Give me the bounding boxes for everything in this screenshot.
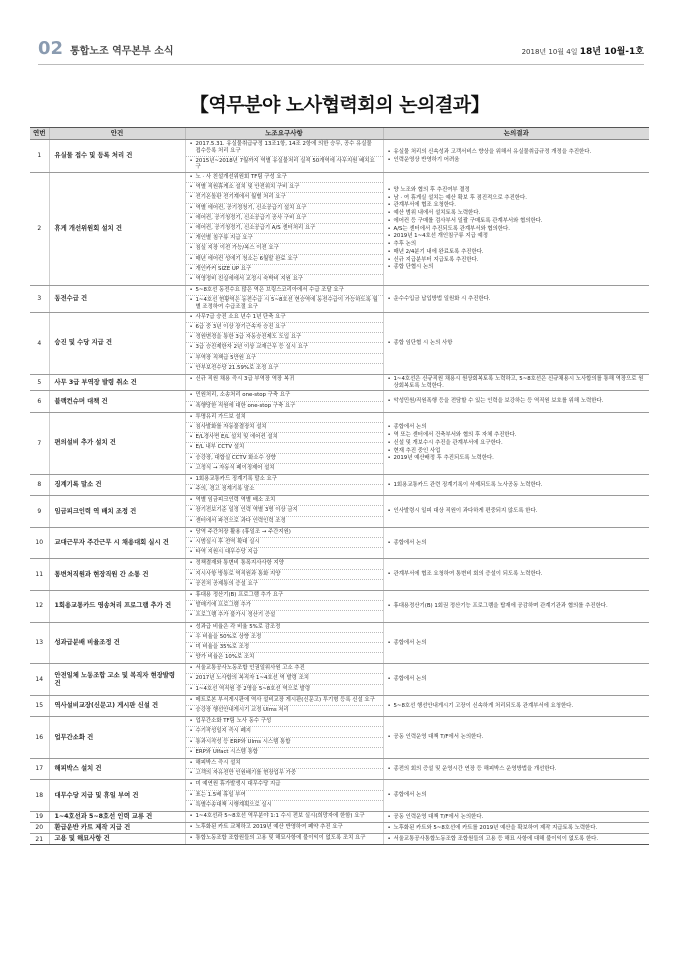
row-number: 20 xyxy=(30,823,49,834)
agenda-cell: 1회용교통카드 영송처리 프로그램 추가 건 xyxy=(49,590,185,622)
result-item: • 공동 인력운영 대책 T/F에서 논의한다. xyxy=(388,814,647,821)
demands-cell xyxy=(185,312,383,374)
demand-item: • 3급 승진제한자 2년 이상 교재근무 등 실시 요구 xyxy=(186,343,383,353)
demand-item: • 폭행당한 직원에 대한 one-stop 구축 요구 xyxy=(186,402,383,412)
result-item: • 공동 인력운영 대책 T/F에서 논의한다. xyxy=(388,734,647,741)
results-table xyxy=(30,127,649,845)
demand-item: • 역영정비 친실에에서 교정시 숙박비 지원 요구 xyxy=(186,275,383,285)
result-cell xyxy=(383,312,649,374)
result-item: • 1회용교통카드 관련 징계기록이 삭제되도록 노사공동 노력한다. xyxy=(388,482,647,489)
col-header-demands: 노조요구사항 xyxy=(185,128,383,140)
table-row xyxy=(30,140,649,173)
table-row xyxy=(30,527,649,559)
table-row xyxy=(30,286,649,313)
result-cell xyxy=(383,834,649,845)
result-cell xyxy=(383,391,649,412)
result-item: • 역 또는 센터에서 건축부서와 협의 후 자체 추진한다. xyxy=(388,432,647,439)
demand-item: • 2017년 노사합의 복직자 1~4호선 역 발령 조치 xyxy=(186,674,383,684)
row-number: 13 xyxy=(30,622,49,664)
demand-item: • 2017.5.31. 유실물취급규정 13조1항, 14조 2항에 의한 승무, 공수 유실물 접수등록 처리 요구 xyxy=(186,140,383,157)
demand-item: • 개인카커 SIZE UP 요구 xyxy=(186,265,383,275)
demand-item: • 장기전보기준 일정 인력 역별 3명 이상 금지 xyxy=(186,506,383,516)
agenda-cell: 성과급분배 비율조정 건 xyxy=(49,622,185,664)
result-item: • 예산 범위 내에서 설치토록 노력한다. xyxy=(388,210,647,217)
demands-cell xyxy=(185,811,383,822)
result-cell xyxy=(383,622,649,664)
result-cell xyxy=(383,173,649,286)
result-item: • 유실물 처리의 신속성과 고객서비스 향상을 위해서 유실물취급규정 개정을 추진한다. xyxy=(388,149,647,156)
result-item: • 관계부서에 협조 요청하여 통변비 회의 증설이 되도록 노력한다. xyxy=(388,571,647,578)
demands-cell xyxy=(185,695,383,716)
demand-item: • 정책결재와 통변비 통폭지사사항 지양 xyxy=(186,559,383,569)
row-number: 8 xyxy=(30,474,49,495)
demands-cell xyxy=(185,374,383,391)
demand-item: • 수기작성일지 즉시 폐지 xyxy=(186,727,383,737)
agenda-cell: 고용 및 해묘사항 건 xyxy=(49,834,185,845)
result-item: • 5~8호선 행선안내게시기 고장이 신속하게 처리되도록 관계부서에 요청한다. xyxy=(388,703,647,710)
table-row xyxy=(30,590,649,622)
table-row xyxy=(30,695,649,716)
demand-item: • 우 비율을 50%로 상향 조정 xyxy=(186,633,383,643)
result-item: • 2019년 예산배정 후 추진되도록 노력한다. xyxy=(388,455,647,462)
result-cell xyxy=(383,559,649,591)
table-row xyxy=(30,391,649,412)
demand-item: • 신규 직원 채용 즉시 3급 부역장 역장 복귀 xyxy=(186,375,383,385)
demand-item: • 노 · 사 친설개선위원회 TF팀 구성 요구 xyxy=(186,173,383,183)
page-header xyxy=(38,38,644,60)
result-item: • 관계부서에 협조 요청한다. xyxy=(388,202,647,209)
demand-item: • 정원변경을 통한 3급 자동승진제도 도입 요구 xyxy=(186,333,383,343)
demand-item: • 해피박스 즉시 설치 xyxy=(186,759,383,769)
demand-item: • 개인별 침구류 지급 요구 xyxy=(186,234,383,244)
result-item: • 노후화된 카트와 5~8호선에 카트를 2019년 예산을 확보하여 제작 지급토록 노력한다. xyxy=(388,825,647,832)
table-row xyxy=(30,811,649,822)
result-item: • 양 노조와 협의 후 추진여부 결정 xyxy=(388,187,647,194)
row-number: 1 xyxy=(30,140,49,173)
result-cell xyxy=(383,374,649,391)
demands-cell xyxy=(185,664,383,696)
result-item: • 인사발령시 일피 대상 직원이 과다하게 편중되지 않도록 한다. xyxy=(388,508,647,515)
demand-item: • 역별 직원휴게소 설치 및 안전위치 구비 요구 xyxy=(186,183,383,193)
demand-item: • 승강장, 대합실 CCTV 화소수 상향 xyxy=(186,454,383,464)
demand-item: • 미 예연원 휴가발생시 대무수당 지급 xyxy=(186,780,383,790)
table-row xyxy=(30,834,649,845)
agenda-cell: 휴게 개선위원회 설치 건 xyxy=(49,173,185,286)
demand-item: • 에어컨, 공기청정기, 신소공급기 공사 구비 요구 xyxy=(186,214,383,224)
row-number: 19 xyxy=(30,811,49,822)
row-number: 6 xyxy=(30,391,49,412)
result-item: • 종합에서 논의 xyxy=(388,676,647,683)
table-row xyxy=(30,664,649,696)
table-row xyxy=(30,496,649,528)
result-cell xyxy=(383,823,649,834)
demand-item: • 통합노동조합 조합원들의 고용 및 해묘사항에 불이익이 없도록 조치 요구 xyxy=(186,834,383,844)
demands-cell xyxy=(185,717,383,759)
demand-item: • 역별 에어컨, 공기정청기, 신소공급기 설치 요구 xyxy=(186,204,383,214)
row-number: 11 xyxy=(30,559,49,591)
table-row xyxy=(30,758,649,779)
result-cell xyxy=(383,474,649,495)
demand-item: • 지시사항 방통로 역직원과 통화 지양 xyxy=(186,570,383,580)
demands-cell xyxy=(185,474,383,495)
result-item: • 악성민원/직원폭행 등을 전담할 수 있는 인력을 보강하는 등 역직원 보호를 위해 노력한다. xyxy=(388,398,647,405)
result-cell xyxy=(383,140,649,173)
result-item: • 현재 추진 중인 사업 xyxy=(388,448,647,455)
results-table-wrapper xyxy=(30,127,649,845)
result-item: • 종합에서 논의 xyxy=(388,792,647,799)
demand-item: • 침실 지장 이전 가능/복스 이전 요구 xyxy=(186,244,383,254)
result-item: • 남 · 여 휴게실 설치는 예산 확보 후 점진적으로 추진한다. xyxy=(388,195,647,202)
demands-cell xyxy=(185,496,383,528)
demand-item: • 에어컨, 공기청정기, 신소공급기 A/S 센터처리 요구 xyxy=(186,224,383,234)
agenda-cell: 승진 및 수당 지급 건 xyxy=(49,312,185,374)
col-header-agenda: 안건 xyxy=(49,128,185,140)
section-title: 통합노조 역무본부 소식 xyxy=(70,46,174,57)
result-item: • 추후 논의 xyxy=(388,241,647,248)
table-row xyxy=(30,312,649,374)
issue-date: 2018년 10월 4일 xyxy=(521,48,578,56)
demands-cell xyxy=(185,590,383,622)
table-row xyxy=(30,412,649,474)
result-item: • A/S는 센터에서 추진되도록 관계부서와 협의한다. xyxy=(388,226,647,233)
demand-item: • 당역 주간처장 활용 (휴일조 → 주간지원) xyxy=(186,528,383,538)
agenda-cell: 임금피크인력 역 배치 조정 건 xyxy=(49,496,185,528)
demand-item: • 2015년~2018년 7월까지 역별 유실물처리 실적 50개역에 사무지원 배치요구 xyxy=(186,157,383,173)
demands-cell xyxy=(185,622,383,664)
table-row xyxy=(30,717,649,759)
demand-item: • 통과시작성 등 ERP와 Ulms 시스템 통합 xyxy=(186,738,383,748)
demand-item: • 매년 에어컨 성에기 청소는 6월말 완료 요구 xyxy=(186,255,383,265)
result-cell xyxy=(383,780,649,812)
result-cell xyxy=(383,664,649,696)
row-number: 9 xyxy=(30,496,49,528)
row-number: 18 xyxy=(30,780,49,812)
row-number: 4 xyxy=(30,312,49,374)
demand-item: • 주의, 경고 징계기록 말소 xyxy=(186,485,383,495)
demand-item: • 6급 중 3년 이상 장기근속자 승진 요구 xyxy=(186,323,383,333)
agenda-cell: 동전수급 건 xyxy=(49,286,185,313)
demand-item: • 특별수송대책 시행계획으로 실시 xyxy=(186,801,383,811)
result-cell xyxy=(383,695,649,716)
result-cell xyxy=(383,590,649,622)
result-item: • 2019년 1~4호선 개인침구류 지급 예정 xyxy=(388,233,647,240)
result-item: • 1~4호선은 신규직원 채용시 원상회복토록 노력하고, 5~8호선은 신규채용시 노사합의를 통해 역장으로 원상회복토록 노력한다. xyxy=(388,376,647,390)
result-item: • 종합 임단협 시 논의 사항 xyxy=(388,340,647,347)
result-item: • 종합에서 논의 xyxy=(388,640,647,647)
demand-item: • 노후화된 카트 교체하고 2019년 예산 반영하여 폐약 추진 요구 xyxy=(186,823,383,833)
demand-item: • 미 비율을 35%로 조정 xyxy=(186,643,383,653)
issue-info xyxy=(522,44,644,57)
table-row xyxy=(30,823,649,834)
demand-item: • 침사발화를 자동물결장치 설치 xyxy=(186,423,383,433)
result-item: • 휴대용정산기(B) 1회권 정산기능 프로그램을 탑재에 공감하며 관계기관과 협의를 추진한다. xyxy=(388,603,647,610)
demands-cell xyxy=(185,140,383,173)
agenda-cell: 역사설비교장(신문고) 게시판 신설 건 xyxy=(49,695,185,716)
result-item: • 인력운영상 반영하기 어려움 xyxy=(388,157,647,164)
demands-cell xyxy=(185,286,383,313)
demand-item: • 고정식 → 자동식 페이징제어 설치 xyxy=(186,464,383,474)
demand-item: • 사무7급 승진 소요 년수 1년 단축 요구 xyxy=(186,313,383,323)
demand-item: • 승강장 행선안내게시기 교정 Ulms 처리 xyxy=(186,706,383,716)
table-row xyxy=(30,622,649,664)
row-number: 3 xyxy=(30,286,49,313)
demands-cell xyxy=(185,559,383,591)
demand-item: • 서울교통공사노동조합 인권일위사원 고소 추진 xyxy=(186,664,383,674)
demand-item: • 1~4호선 역직원 중 2명을 5~8호선 역으로 발령 xyxy=(186,685,383,695)
demand-item: • 발매기에 프로그램 추가 xyxy=(186,601,383,611)
row-number: 16 xyxy=(30,717,49,759)
row-number: 10 xyxy=(30,527,49,559)
demand-item: • 민원처리, 소송처리 one-stop 구축 요구 xyxy=(186,391,383,401)
result-item: • 에어컨 등 구매를 검사부서 일괄 구매토록 관계부서와 협의한다. xyxy=(388,218,647,225)
demands-cell xyxy=(185,823,383,834)
row-number: 15 xyxy=(30,695,49,716)
demand-item: • 고객의 자유전만 인원배기를 현장업무 가중 xyxy=(186,769,383,779)
row-number: 2 xyxy=(30,173,49,286)
demand-item: • 메트로본 부서게시판에 역사 설비교장 게시판(신문고) 투기형 등록 신설 요구 xyxy=(186,696,383,706)
page-number: 02 xyxy=(38,38,64,59)
result-item: • 신설 및 개보수시 추진을 관계부서에 요구한다. xyxy=(388,440,647,447)
row-number: 5 xyxy=(30,374,49,391)
demand-item: • 공진처 공제통의 증설 요구 xyxy=(186,580,383,590)
result-cell xyxy=(383,496,649,528)
demand-item: • 역별 임금피크인력 역별 배소 조치 xyxy=(186,496,383,506)
demand-item: • 1~4호선과 5~8호선 역무분야 1:1 수시 전보 실시(희망자에 한함) 요구 xyxy=(186,812,383,822)
demand-item: • 부역장 직책급 5만원 요구 xyxy=(186,354,383,364)
result-item: • 종합 단협시 논의 xyxy=(388,264,647,271)
table-row xyxy=(30,559,649,591)
agenda-cell: 안전일체 노동조합 고소 및 복직자 현장발령 건 xyxy=(49,664,185,696)
demand-item: • 투명유리 가드보 설치 xyxy=(186,413,383,423)
result-cell xyxy=(383,717,649,759)
demand-item: • 성과급 비율은 각 비율 5%로 감조정 xyxy=(186,623,383,633)
demand-item: • 양가 비율은 10%로 조치 xyxy=(186,653,383,663)
demand-item: • E/L경사면 E/L 설치 및 에어컨 설치 xyxy=(186,433,383,443)
col-header-results: 논의결과 xyxy=(383,128,649,140)
row-number: 14 xyxy=(30,664,49,696)
demand-item: • ERP와 Ulfact 시스템 통합 xyxy=(186,748,383,758)
result-item: • 운수수입금 납입방법 일원화 시 추진한다. xyxy=(388,296,647,303)
demands-cell xyxy=(185,412,383,474)
row-number: 21 xyxy=(30,834,49,845)
row-number: 12 xyxy=(30,590,49,622)
result-cell xyxy=(383,527,649,559)
demand-item: • 전기온돌판 전기계에서 월별 처리 요구 xyxy=(186,193,383,203)
demand-item: • 휴대용 정산기(B) 프로그램 추가 요구 xyxy=(186,591,383,601)
demand-item: • E/L 내부 CCTV 설치 xyxy=(186,443,383,453)
result-cell xyxy=(383,412,649,474)
agenda-cell: 대무수당 지급 및 휴일 부여 건 xyxy=(49,780,185,812)
demands-cell xyxy=(185,527,383,559)
issue-number: 18년 10월-1호 xyxy=(579,47,644,57)
demands-cell xyxy=(185,173,383,286)
agenda-cell: 통변처직원과 현장직원 간 소통 건 xyxy=(49,559,185,591)
demand-item: • 타역 지원시 대무수당 지급 xyxy=(186,548,383,558)
header-divider xyxy=(38,64,644,65)
demand-item: • 안부보전수당 21.59%로 조정 요구 xyxy=(186,364,383,374)
result-cell xyxy=(383,758,649,779)
agenda-cell: 업무간소화 건 xyxy=(49,717,185,759)
agenda-cell: 환급운반 카트 제작 지급 건 xyxy=(49,823,185,834)
agenda-cell: 1~4호선과 5~8호선 인력 교류 건 xyxy=(49,811,185,822)
result-item: • 서울교통공사통합노동조합 조합원들의 고용 등 해묘 사항에 대해 불이익이 없도록 한다. xyxy=(388,836,647,843)
demand-item: • 1~4호선 현황역은 동전수급 시 5~8호선 현승역에 동전수급이 가능하도록 월별 조정하여 수급조절 요구 xyxy=(186,296,383,312)
table-header-row xyxy=(30,128,649,140)
agenda-cell: 징계기록 말소 건 xyxy=(49,474,185,495)
agenda-cell: 교대근무자 주간근무 시 채용대회 실시 건 xyxy=(49,527,185,559)
agenda-cell: 해피박스 설치 건 xyxy=(49,758,185,779)
demands-cell xyxy=(185,834,383,845)
demands-cell xyxy=(185,780,383,812)
result-item: • 매년 2/4분기 내에 완료토록 추진한다. xyxy=(388,249,647,256)
demand-item: • 표는 1.5배 휴일 부여 xyxy=(186,791,383,801)
table-row xyxy=(30,374,649,391)
demands-cell xyxy=(185,391,383,412)
col-header-no: 연번 xyxy=(30,128,49,140)
demand-item: • 1회용교통카드 징계기록 말소 요구 xyxy=(186,475,383,485)
result-item: • 종합에서 논의 xyxy=(388,424,647,431)
table-body xyxy=(30,140,649,845)
result-cell xyxy=(383,811,649,822)
result-cell xyxy=(383,286,649,313)
agenda-cell: 편의설비 추가 설치 건 xyxy=(49,412,185,474)
agenda-cell: 사무 3급 부역장 발령 취소 건 xyxy=(49,374,185,391)
row-number: 7 xyxy=(30,412,49,474)
result-item: • 신규 지급분부터 지급토록 추진한다. xyxy=(388,257,647,264)
demand-item: • 센터에서 파견으로 과다 인력인력 조정 xyxy=(186,517,383,527)
table-row xyxy=(30,474,649,495)
demand-item: • 5~8호선 동전수요 많은 역은 브링스코리아에서 수급 조달 요구 xyxy=(186,286,383,296)
table-row xyxy=(30,780,649,812)
demands-cell xyxy=(185,758,383,779)
result-item: • 종합에서 논의 xyxy=(388,540,647,547)
row-number: 17 xyxy=(30,758,49,779)
agenda-cell: 블랙컨슈머 대책 건 xyxy=(49,391,185,412)
page-title: 【역무분야 노사협력회의 논의결과】 xyxy=(189,94,490,116)
demand-item: • 업무간소화 TF팀 노사 동수 구성 xyxy=(186,717,383,727)
table-row xyxy=(30,173,649,286)
demand-item: • 시범실시 후 전역 확대 실시 xyxy=(186,538,383,548)
agenda-cell: 유실물 접수 및 등록 처리 건 xyxy=(49,140,185,173)
result-item: • 종전의 회의 증설 및 운영시간 연장 등 해피박스 운영방법을 개선한다. xyxy=(388,766,647,773)
demand-item: • 프로그램 추가 불가시 정산기 증설 xyxy=(186,611,383,621)
